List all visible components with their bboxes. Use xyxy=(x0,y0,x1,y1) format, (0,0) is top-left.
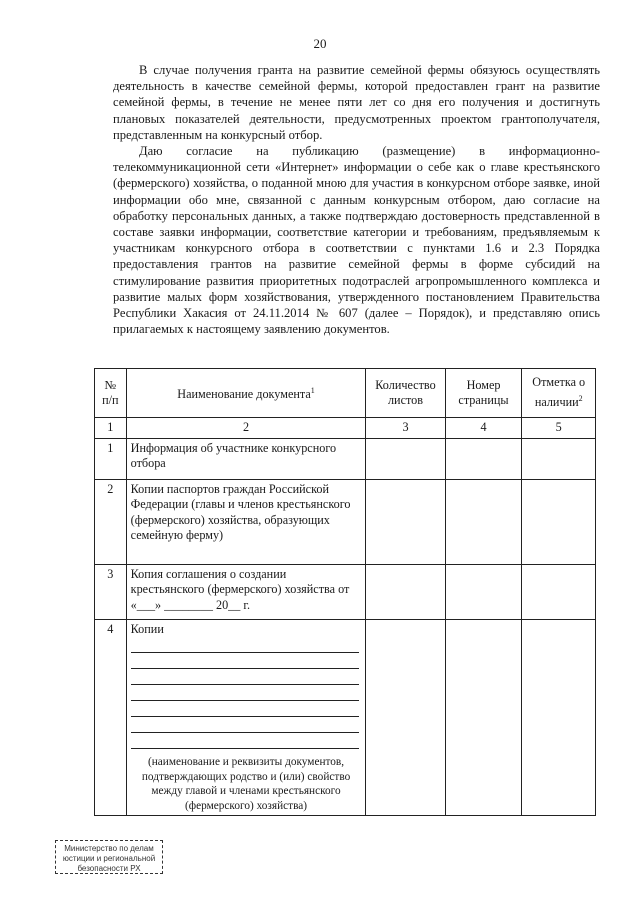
index-cell: 2 xyxy=(126,418,366,439)
fill-line[interactable] xyxy=(131,733,360,749)
paragraph-consent: Даю согласие на публикацию (размещение) в информационно-телекоммуникационной сети «Интернет» информации о себе как о главе крестьянского (фермерского) хозяйства, о поданной мною для участия в конкурсном отборе заявке, иной информации обо мне, связанной с данным конкурсным отбором, даю согласие на обработку персональных данных, а также подтверждаю достоверность представленной в составе заявки информации, соответствие категории и требованиям, предъявляемым к участникам конкурсного отбора в соответствии с пунктами 1.6 и 2.3 Порядка предоставления грантов на развитие семейной фермы в форме субсидий на стимулирование развития приоритетных подотраслей агропромышленного комплекса и развитие малых форм хозяйствования, утвержденного постановлением Правительства Республики Хакасия от 24.11.2014 № 607 (далее – Порядок), и представляю опись прилагаемых к настоящему заявлению документов. xyxy=(113,144,600,337)
table-row xyxy=(95,619,596,816)
index-cell: 1 xyxy=(95,418,127,439)
sheets-cell[interactable] xyxy=(366,479,445,564)
header-num: № п/п xyxy=(95,369,127,418)
mark-cell[interactable] xyxy=(522,619,596,816)
page-cell[interactable] xyxy=(445,479,522,564)
fill-line[interactable] xyxy=(131,685,360,701)
index-cell: 5 xyxy=(522,418,596,439)
header-page: Номер страницы xyxy=(445,369,522,418)
mark-cell[interactable] xyxy=(522,564,596,619)
body-text xyxy=(113,62,600,337)
column-index-row xyxy=(95,418,596,439)
page-cell[interactable] xyxy=(445,619,522,816)
table-row xyxy=(95,479,596,564)
sheets-cell[interactable] xyxy=(366,564,445,619)
row-number: 2 xyxy=(95,479,127,564)
document-name: Копия соглашения о создании крестьянского (фермерского) хозяйства от «___» ________ 20__ г. xyxy=(126,564,366,619)
documents-table xyxy=(94,368,596,816)
page-number: 20 xyxy=(313,36,327,51)
row-number: 1 xyxy=(95,438,127,479)
header-mark: Отметка о наличии$^2$ xyxy=(522,369,596,418)
header-sheets: Количество листов xyxy=(366,369,445,418)
document-name: Информация об участнике конкурсного отбора xyxy=(126,438,366,479)
mark-cell[interactable] xyxy=(522,438,596,479)
field-hint: (наименование и реквизиты документов, подтверждающих родство и (или) свойство между главой и членами крестьянского (фермерского) хозяйства) xyxy=(141,756,351,812)
row-number: 4 xyxy=(95,619,127,816)
header-name: Наименование документа$^1$ xyxy=(126,369,366,418)
table-row xyxy=(95,564,596,619)
fill-line[interactable] xyxy=(131,669,360,685)
fill-line[interactable] xyxy=(131,717,360,733)
mark-cell[interactable] xyxy=(522,479,596,564)
table-header-row xyxy=(95,369,596,418)
stamp-line: безопасности РХ xyxy=(77,864,141,873)
row-number: 3 xyxy=(95,564,127,619)
sheets-cell[interactable] xyxy=(366,438,445,479)
registration-stamp xyxy=(55,840,163,874)
table-row xyxy=(95,438,596,479)
stamp-line: Министерство по делам xyxy=(64,844,154,853)
index-cell: 4 xyxy=(445,418,522,439)
sheets-cell[interactable] xyxy=(366,619,445,816)
paragraph-obligation: В случае получения гранта на развитие семейной фермы обязуюсь осуществлять деятельность в качестве семейной фермы, которой предоставлен грант на развитие семейной фермы, в течение не менее пяти лет со дня его получения и достигнуть плановых показателей деятельности, предусмотренных проектом грантополучателя, представленным на конкурсный отбор. xyxy=(113,63,600,142)
fill-line[interactable] xyxy=(131,701,360,717)
page-cell[interactable] xyxy=(445,438,522,479)
stamp-line: юстиции и региональной xyxy=(62,854,156,863)
document-name: Копии паспортов граждан Российской Федерации (главы и членов крестьянского (фермерского) хозяйства, образующих семейную ферму) xyxy=(126,479,366,564)
page-cell[interactable] xyxy=(445,564,522,619)
document-name-cell xyxy=(126,619,366,816)
index-cell: 3 xyxy=(366,418,445,439)
fill-line[interactable] xyxy=(131,637,360,653)
fill-line[interactable] xyxy=(131,653,360,669)
document-name: Копии xyxy=(130,621,164,636)
